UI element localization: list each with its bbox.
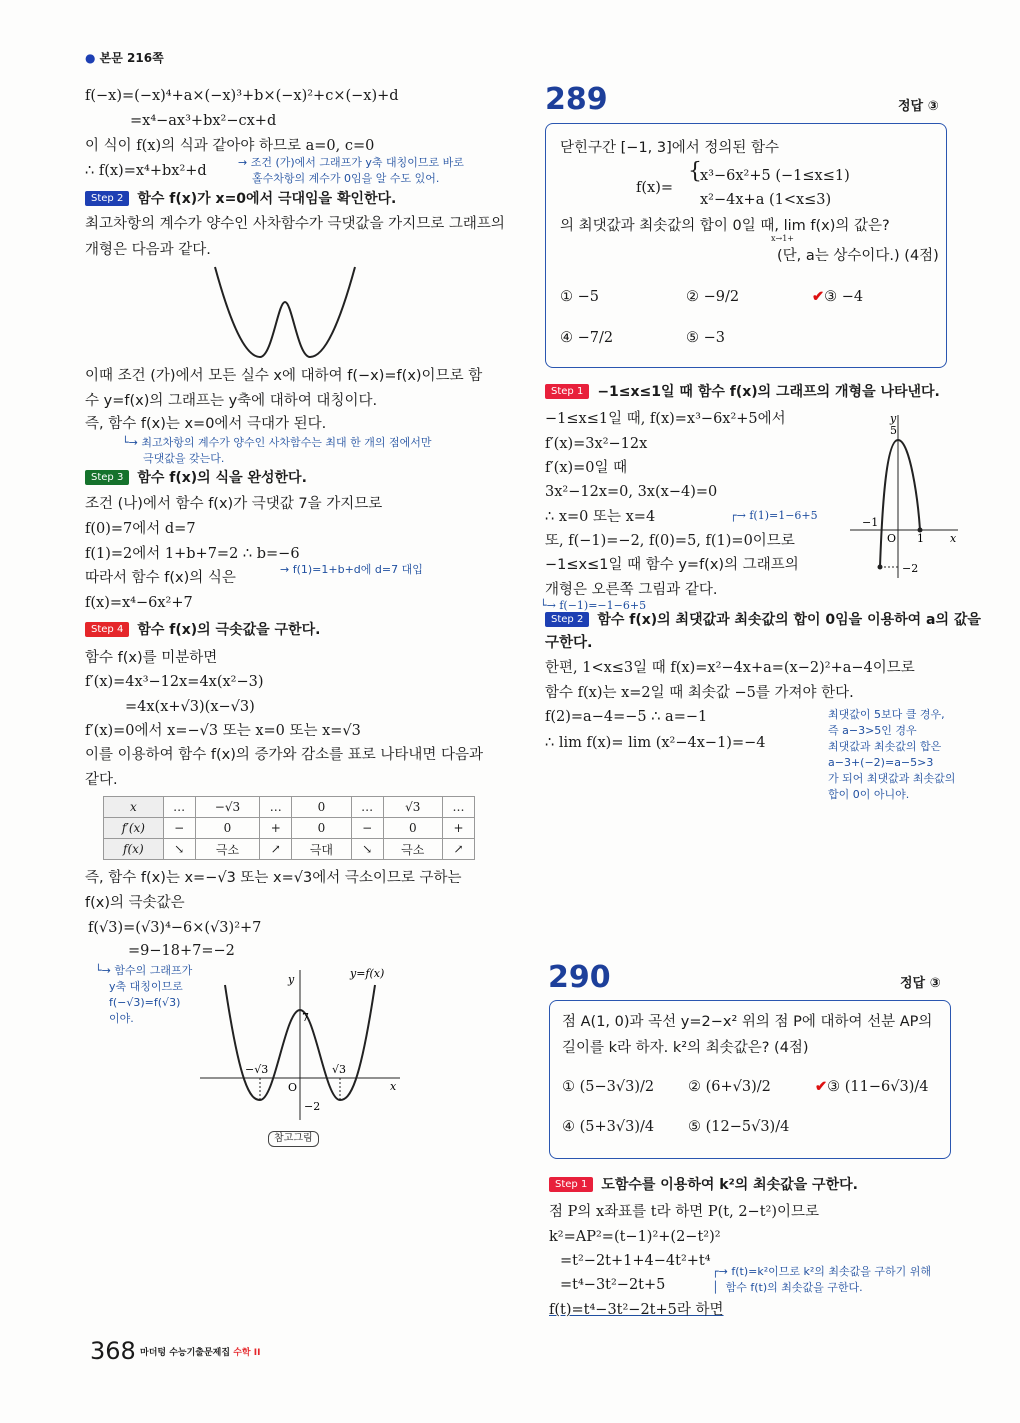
eq-line: f(1)=2에서 1+b+7=2 ∴ b=−6: [85, 546, 300, 562]
annotation-note: 최댓값이 5보다 클 경우, 즉 a−3>5인 경우 최댓값과 최솟값의 합은 a−3+(−2)=a−5>3 가 되어 최댓값과 최솟값의 합이 0이 아니야.: [828, 708, 956, 801]
eq-line: =x⁴−ax³+bx²−cx+d: [130, 113, 277, 129]
text-line: f(x)의 극솟값은: [85, 895, 185, 911]
axis-label-x: x: [390, 1080, 397, 1093]
question-text: 닫힌구간 [−1, 3]에서 정의된 함수: [560, 140, 780, 156]
cubic-graph: [850, 410, 960, 580]
table-cell: −: [351, 818, 383, 839]
annotation-note: ┌→ f(t)=k²이므로 k²의 최솟값을 구하기 위해 │ 함수 f(t)의 최솟값을 구한다.: [712, 1265, 932, 1294]
table-cell: 0: [292, 818, 351, 839]
book-name: 마더텅 수능기출문제집: [140, 1348, 231, 1358]
eq-line: f(√3)=(√3)⁴−6×(√3)²+7: [88, 920, 262, 936]
page-reference: [85, 48, 164, 68]
axis-label-x: x: [950, 532, 957, 545]
step-heading: [85, 189, 396, 209]
table-cell: −√3: [195, 797, 260, 818]
tick-label: −1: [862, 516, 879, 529]
text-line: 이를 이용하여 함수 f(x)의 증가와 감소를 표로 나타내면 다음과: [85, 747, 484, 763]
table-cell: ↘: [163, 839, 195, 860]
table-row: [104, 818, 475, 839]
origin-label: O: [887, 532, 897, 545]
step-title: 함수 f(x)의 극솟값을 구한다.: [137, 622, 321, 638]
choice-3[interactable]: [815, 1077, 928, 1097]
figure-caption: 참고그림: [268, 1131, 319, 1147]
table-cell: x: [104, 797, 164, 818]
eq-line: k²=AP²=(t−1)²+(2−t²)²: [549, 1229, 721, 1245]
eq-line: f(x)=x⁴−6x²+7: [85, 595, 193, 611]
step-badge: Step 1: [545, 384, 589, 399]
step-badge: Step 1: [549, 1177, 593, 1192]
tick-label: 7: [302, 1011, 309, 1024]
text-line: −1≤x≤1일 때 함수 y=f(x)의 그래프의: [545, 557, 799, 573]
choice-3[interactable]: [812, 287, 863, 307]
eq-line: ∴ lim f(x)= lim (x²−4x−1)=−4: [545, 735, 766, 751]
increase-decrease-table: [103, 796, 475, 860]
eq-line: =9−18+7=−2: [128, 943, 235, 959]
eq-line: 3x²−12x=0, 3x(x−4)=0: [545, 484, 718, 500]
choice-2[interactable]: ② −9/2: [686, 289, 740, 305]
step-heading: [545, 382, 940, 402]
annotation-note: └→ 함수의 그래프가 y축 대칭이므로 f(−√3)=f(√3) 이야.: [95, 964, 193, 1025]
quartic-graph: [200, 965, 410, 1130]
table-cell: …: [351, 797, 383, 818]
subject-name: 수학 II: [233, 1348, 261, 1358]
eq-line: 함수 f(x)는 x=2일 때 최솟값 −5를 가져야 한다.: [545, 685, 854, 701]
text-line: 개형은 오른쪽 그림과 같다.: [545, 582, 718, 598]
limit-subscript: x→1+: [771, 234, 795, 243]
step-heading: [85, 468, 307, 488]
text-line: 개형은 다음과 같다.: [85, 242, 211, 258]
eq-line: f′(x)=0에서 x=−√3 또는 x=0 또는 x=√3: [85, 723, 361, 739]
text-line: 함수 f(x)를 미분하면: [85, 650, 218, 666]
tick-label: 5: [890, 424, 897, 437]
table-cell: √3: [383, 797, 442, 818]
eq-line: =4x(x+√3)(x−√3): [125, 699, 255, 715]
choice-1[interactable]: ① (5−3√3)/2: [562, 1079, 655, 1095]
table-cell: 0: [195, 818, 260, 839]
eq-line: [549, 1300, 724, 1320]
eq-line: −1≤x≤1일 때, f(x)=x³−6x²+5에서: [545, 411, 786, 427]
table-cell: f(x): [104, 839, 164, 860]
table-cell: …: [163, 797, 195, 818]
annotation-note: └→ f(−1)=−1−6+5: [540, 599, 647, 612]
eq-line: f′(x)=0일 때: [545, 460, 628, 476]
choice-text: ③ (11−6√3)/4: [827, 1079, 929, 1095]
eq-line: 점 P의 x좌표를 t라 하면 P(t, 2−t²)이므로: [549, 1204, 820, 1220]
piece-line: x³−6x²+5 (−1≤x≤1): [700, 168, 850, 184]
problem-number: 290: [548, 960, 611, 995]
tick-label: −2: [902, 562, 919, 575]
text-line: 즉, 함수 f(x)는 x=0에서 극대가 된다.: [85, 416, 327, 432]
table-cell: 0: [292, 797, 351, 818]
step-heading: [545, 610, 981, 630]
brace: {: [688, 159, 702, 184]
step-badge: Step 4: [85, 622, 129, 637]
text-line: 따라서 함수 f(x)의 식은: [85, 570, 236, 586]
eq-line: f(−x)=(−x)⁴+a×(−x)³+b×(−x)²+c×(−x)+d: [85, 88, 399, 104]
choice-5[interactable]: ⑤ (12−5√3)/4: [688, 1119, 790, 1135]
axis-label-y: y: [288, 973, 295, 986]
choice-4[interactable]: ④ −7/2: [560, 330, 614, 346]
choice-1[interactable]: ① −5: [560, 289, 599, 305]
annotation-note: └→ 최고차항의 계수가 양수인 사차함수는 최대 한 개의 점에서만 극댓값을 갖는다.: [122, 436, 432, 465]
eq-line: f′(x)=3x²−12x: [545, 436, 648, 452]
step-title: 함수 f(x)의 최댓값과 최솟값의 합이 0임을 이용하여 a의 값을: [597, 612, 981, 628]
underlined-eq: f(t)=t⁴−3t²−2t+5라 하면: [549, 1302, 724, 1318]
answer-label: 정답 ③: [900, 976, 941, 991]
tick-label: −2: [304, 1100, 321, 1113]
step-title: 도함수를 이용하여 k²의 최솟값을 구한다.: [601, 1177, 858, 1193]
question-text: 의 최댓값과 최솟값의 합이 0일 때, lim f(x)의 값은?: [560, 218, 890, 234]
table-cell: …: [260, 797, 292, 818]
table-cell: f′(x): [104, 818, 164, 839]
eq-line: f′(x)=4x³−12x=4x(x²−3): [85, 674, 264, 690]
table-cell: 극소: [383, 839, 442, 860]
piece-line: x²−4x+a (1<x≤3): [700, 192, 832, 208]
table-row: [104, 839, 475, 860]
choice-2[interactable]: ② (6+√3)/2: [688, 1079, 771, 1095]
annotation-note: → 조건 (가)에서 그래프가 y축 대칭이므로 바로 홀수차항의 계수가 0임을 알 수도 있어.: [238, 156, 464, 185]
eq-line: ∴ x=0 또는 x=4: [545, 509, 656, 525]
step-badge: Step 2: [85, 191, 129, 206]
book-title: [140, 1343, 260, 1363]
eq-line: ∴ f(x)=x⁴+bx²+d: [85, 163, 207, 179]
eq-line: f(2)=a−4=−5 ∴ a=−1: [545, 709, 708, 725]
w-shape-graph: [210, 262, 360, 362]
step-badge: Step 3: [85, 470, 129, 485]
tick-label: 1: [917, 532, 924, 545]
circle-icon: ●: [85, 51, 96, 65]
annotation-note: → f(1)=1+b+d에 d=7 대입: [280, 563, 423, 576]
choice-4[interactable]: ④ (5+3√3)/4: [562, 1119, 655, 1135]
question-text: (단, a는 상수이다.) (4점): [777, 248, 939, 264]
step-title: −1≤x≤1일 때 함수 f(x)의 그래프의 개형을 나타낸다.: [597, 384, 940, 400]
step-title: 함수 f(x)가 x=0에서 극대임을 확인한다.: [137, 191, 397, 207]
step-badge: Step 2: [545, 612, 589, 627]
text-line: 최고차항의 계수가 양수인 사차함수가 극댓값을 가지므로 그래프의: [85, 216, 505, 232]
text-line: 이때 조건 (가)에서 모든 실수 x에 대하여 f(−x)=f(x)이므로 함: [85, 368, 483, 384]
table-cell: ↗: [260, 839, 292, 860]
origin-label: O: [288, 1081, 298, 1094]
annotation-note: ┌→ f(1)=1−6+5: [730, 509, 818, 522]
text-line: 이 식이 f(x)의 식과 같아야 하므로 a=0, c=0: [85, 138, 375, 154]
question-text: 점 A(1, 0)과 곡선 y=2−x² 위의 점 P에 대하여 선분 AP의: [562, 1014, 933, 1030]
axis-label-y: y: [890, 412, 897, 425]
eq-line: 또, f(−1)=−2, f(0)=5, f(1)=0이므로: [545, 533, 795, 549]
text-line: 수 y=f(x)의 그래프는 y축에 대하여 대칭이다.: [85, 393, 378, 409]
step-heading: [85, 620, 320, 640]
choice-text: ③ −4: [824, 289, 864, 305]
curve-label: y=f(x): [350, 967, 385, 980]
eq-line: =t⁴−3t²−2t+5: [560, 1277, 666, 1293]
text-line: 즉, 함수 f(x)는 x=−√3 또는 x=√3에서 극소이므로 구하는: [85, 870, 462, 886]
text-line: 구한다.: [545, 635, 593, 651]
page-number: 368: [90, 1337, 136, 1365]
table-cell: 극대: [292, 839, 351, 860]
table-cell: …: [442, 797, 474, 818]
tick-label: √3: [332, 1063, 347, 1076]
choice-5[interactable]: ⑤ −3: [686, 330, 725, 346]
eq-line: f(0)=7에서 d=7: [85, 521, 196, 537]
answer-label: 정답 ③: [898, 99, 939, 114]
step-title: 함수 f(x)의 식을 완성한다.: [137, 470, 307, 486]
text-line: 같다.: [85, 772, 118, 788]
table-row: [104, 797, 475, 818]
check-mark-icon: ✔: [812, 288, 825, 305]
problem-number: 289: [545, 82, 608, 117]
table-cell: ↘: [351, 839, 383, 860]
table-cell: +: [260, 818, 292, 839]
eq-line: =t²−2t+1+4−4t²+t⁴: [560, 1253, 711, 1269]
table-cell: 극소: [195, 839, 260, 860]
tick-label: −√3: [245, 1063, 269, 1076]
step-heading: [549, 1175, 858, 1195]
table-cell: +: [442, 818, 474, 839]
text-line: 조건 (나)에서 함수 f(x)가 극댓값 7을 가지므로: [85, 496, 383, 512]
fx-label: f(x)=: [636, 180, 674, 196]
table-cell: 0: [383, 818, 442, 839]
eq-line: 한편, 1<x≤3일 때 f(x)=x²−4x+a=(x−2)²+a−4이므로: [545, 660, 915, 676]
table-cell: −: [163, 818, 195, 839]
table-cell: ↗: [442, 839, 474, 860]
check-mark-icon: ✔: [815, 1078, 828, 1095]
question-text: 길이를 k라 하자. k²의 최솟값은? (4점): [562, 1040, 809, 1056]
ref-text: 본문 216쪽: [99, 51, 164, 65]
